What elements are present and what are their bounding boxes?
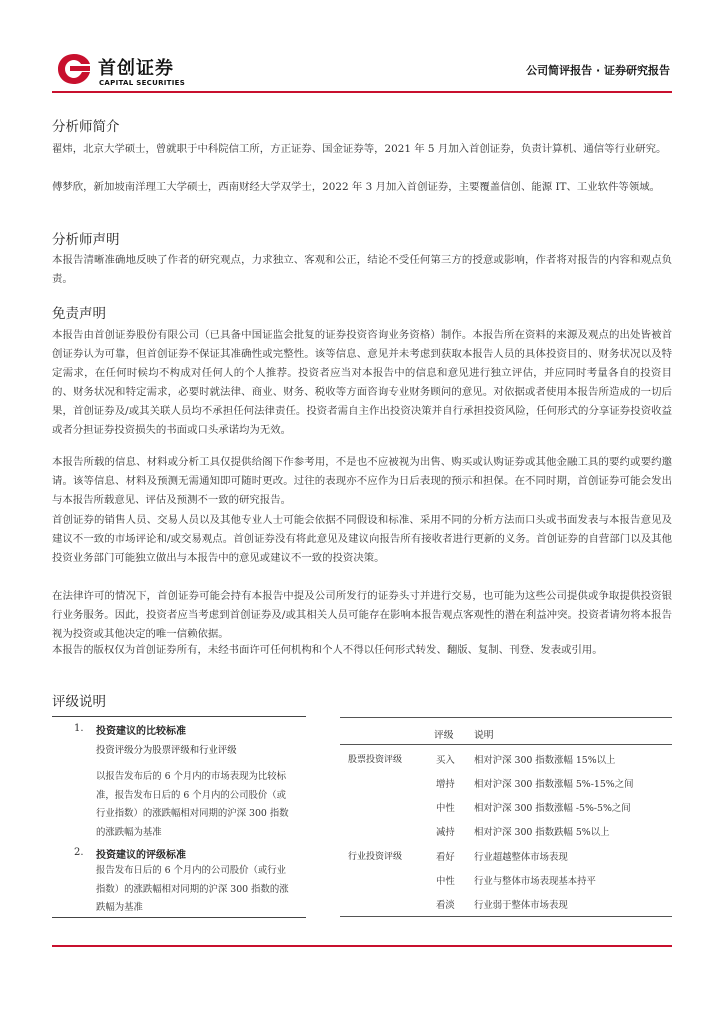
criteria-top-rule bbox=[52, 716, 306, 717]
company-logo bbox=[52, 50, 252, 90]
analyst-intro-paragraph-1: 翟炜，北京大学硕士，曾就职于中科院信工所，方正证券、国金证券等，2021 年 5 月加入首创证券，负责计算机、通信等行业研究。 bbox=[52, 143, 667, 155]
criteria-item-1-subtitle: 投资评级分为股票评级和行业评级 bbox=[96, 745, 237, 756]
analyst-statement-text: 本报告清晰准确地反映了作者的研究观点，力求独立、客观和公正，结论不受任何第三方的授意或影响，作者将对报告的内容和观点负责。 bbox=[52, 254, 672, 285]
rating-title: 评级说明 bbox=[52, 694, 106, 710]
industry-rating-neutral: 中性 bbox=[436, 876, 455, 887]
rating-table-top-rule bbox=[340, 717, 672, 718]
rating-table-header-desc: 说明 bbox=[474, 730, 494, 741]
stock-rating-neutral: 中性 bbox=[436, 803, 455, 814]
industry-rating-category: 行业投资评级 bbox=[348, 852, 403, 862]
industry-rating-positive: 看好 bbox=[436, 852, 455, 863]
stock-rating-buy: 买入 bbox=[436, 755, 455, 766]
industry-rating-positive-desc: 行业超越整体市场表现 bbox=[474, 852, 568, 863]
stock-rating-overweight: 增持 bbox=[436, 779, 455, 790]
stock-rating-underweight: 减持 bbox=[436, 827, 455, 838]
criteria-bottom-rule bbox=[52, 917, 306, 918]
disclaimer-paragraph-3: 首创证券的销售人员、交易人员以及其他专业人士可能会依据不同假设和标准、采用不同的分析方法而口头或书面发表与本报告意见及建议不一致的市场评论和/或交易观点。首创证券没有将此意见及建议向报告所有接收者进行更新的义务。首创证券的自营部门以及其他投资业务部门可能独立做出与本报告中的意见或建议不一致的投资决策。 bbox=[52, 514, 672, 564]
industry-rating-neutral-desc: 行业与整体市场表现基本持平 bbox=[474, 876, 596, 887]
logo-chinese-name: 首创证券 bbox=[98, 58, 174, 79]
header-divider bbox=[52, 91, 672, 93]
rating-table bbox=[340, 717, 672, 917]
capital-securities-logo-icon bbox=[56, 52, 92, 86]
stock-rating-underweight-desc: 相对沪深 300 指数跌幅 5%以上 bbox=[474, 827, 610, 838]
rating-table-bottom-rule bbox=[340, 916, 672, 917]
criteria-item-1-number: 1. bbox=[74, 723, 84, 734]
disclaimer-paragraph-1: 本报告由首创证券股份有限公司（已具备中国证监会批复的证券投资咨询业务资格）制作。本报告所在资料的来源及观点的出处皆被首创证券认为可靠，但首创证券不保证其准确性或完整性。该等信息、意见并未考虑到获取本报告人员的具体投资目的、财务状况以及特定需求，在任何时候均不构成对任何人的个人推荐。投资者应当对本报告中的信息和意见进行独立评估，并应同时考量各自的投资目的、财务状况和特定需求，必要时就法律、商业、财务、税收等方面咨询专业财务顾问的意见。对依据或者使用本报告所造成的一切后果，首创证券及/或其关联人员均不承担任何法律责任。投资者需自主作出投资决策并自行承担投资风险，任何形式的分享证券投资收益或者分担证券投资损失的书面或口头承诺均为无效。 bbox=[52, 329, 672, 436]
stock-rating-overweight-desc: 相对沪深 300 指数涨幅 5%-15%之间 bbox=[474, 779, 634, 790]
analyst-intro-paragraph-2: 傅梦欣，新加坡南洋理工大学硕士，西南财经大学双学士，2022 年 3 月加入首创证券，主要覆盖信创、能源 IT、工业软件等领域。 bbox=[52, 181, 660, 193]
stock-rating-buy-desc: 相对沪深 300 指数涨幅 15%以上 bbox=[474, 755, 616, 766]
analyst-intro-title: 分析师简介 bbox=[52, 119, 120, 135]
industry-rating-negative: 看淡 bbox=[436, 900, 455, 911]
disclaimer-paragraph-4: 在法律许可的情况下，首创证券可能会持有本报告中提及公司所发行的证券头寸并进行交易，也可能为这些公司提供或争取提供投资银行业务服务。因此，投资者应当考虑到首创证券及/或其相关人员可能存在影响本报告观点客观性的潜在利益冲突。投资者请勿将本报告视为投资或其他决定的唯一信赖依据。 bbox=[52, 590, 672, 640]
logo-english-name: CAPITAL SECURITIES bbox=[99, 79, 186, 87]
rating-table-header-rule bbox=[340, 744, 672, 745]
criteria-item-1-heading: 投资建议的比较标准 bbox=[96, 726, 186, 737]
page-header bbox=[52, 48, 672, 90]
disclaimer-title: 免责声明 bbox=[52, 306, 106, 322]
criteria-item-2-heading: 投资建议的评级标准 bbox=[96, 850, 186, 861]
industry-rating-negative-desc: 行业弱于整体市场表现 bbox=[474, 900, 568, 911]
stock-rating-category: 股票投资评级 bbox=[348, 755, 403, 765]
rating-criteria-box bbox=[52, 716, 306, 918]
disclaimer-paragraph-2: 本报告所载的信息、材料或分析工具仅提供给阁下作参考用，不是也不应被视为出售、购买或认购证券或其他金融工具的要约或要约邀请。该等信息、材料及预测无需通知即可随时更改。过往的表现亦不应作为日后表现的预示和担保。在不同时期，首创证券可能会发出与本报告所载意见、评估及预测不一致的研究报告。 bbox=[52, 456, 672, 506]
stock-rating-neutral-desc: 相对沪深 300 指数涨幅 -5%-5%之间 bbox=[474, 803, 631, 814]
rating-table-header-rating: 评级 bbox=[434, 730, 454, 741]
footer-divider bbox=[52, 945, 672, 947]
analyst-statement-title: 分析师声明 bbox=[52, 232, 120, 248]
disclaimer-paragraph-5: 本报告的版权仅为首创证券所有，未经书面许可任何机构和个人不得以任何形式转发、翻版、复制、刊登、发表或引用。 bbox=[52, 644, 603, 656]
criteria-item-1-body: 以报告发布后的 6 个月内的市场表现为比较标准，报告发布日后的 6 个月内的公司股价（或行业指数）的涨跌幅相对同期的沪深 300 指数的涨跌幅为基准 bbox=[96, 771, 289, 838]
report-type-label: 公司简评报告 · 证券研究报告 bbox=[526, 64, 670, 77]
criteria-item-2-body: 报告发布日后的 6 个月内的公司股价（或行业指数）的涨跌幅相对同期的沪深 300 指数的涨跌幅为基准 bbox=[96, 865, 289, 913]
criteria-item-2-number: 2. bbox=[74, 847, 84, 858]
